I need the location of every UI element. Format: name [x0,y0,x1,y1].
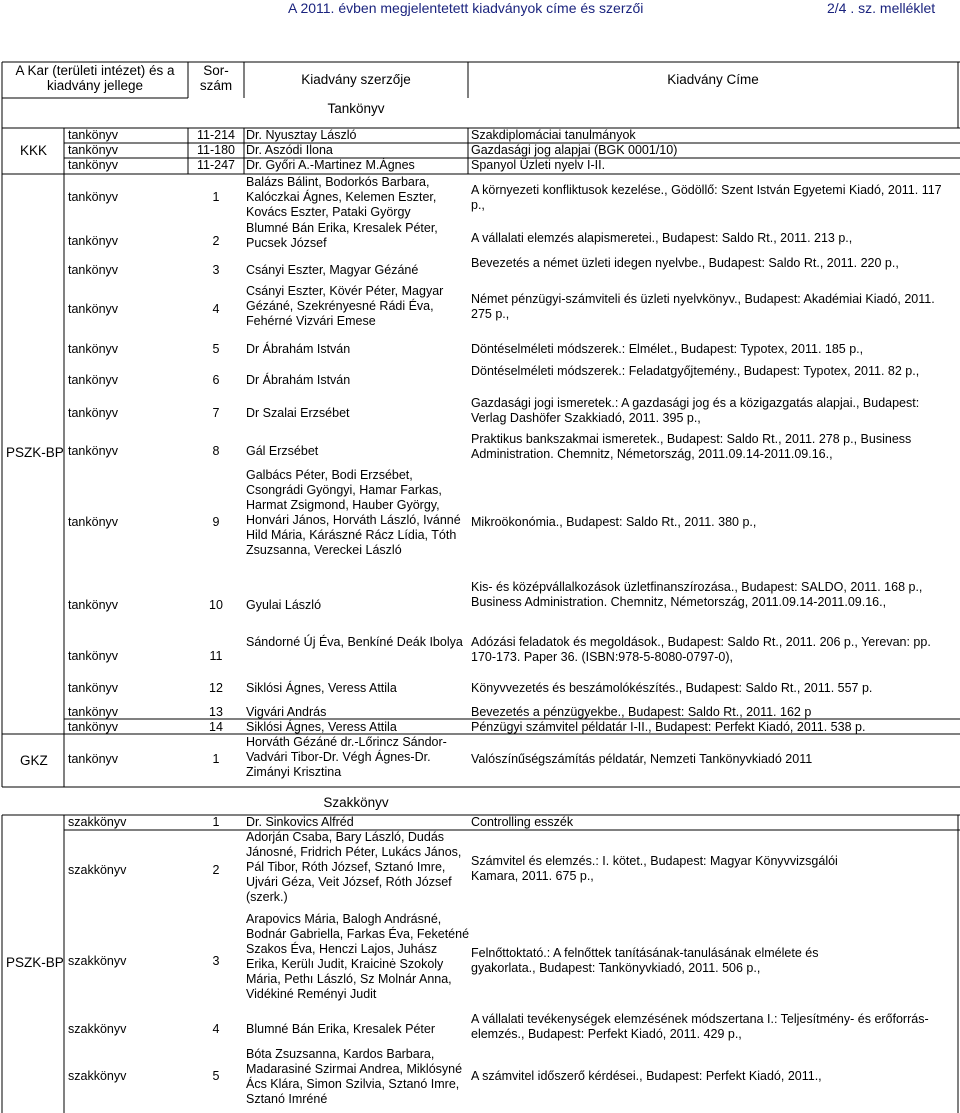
row-author: Balázs Bálint, Bodorkós Barbara, Kalóczkai Ágnes, Kelemen Eszter, Kovács Eszter, Pataki György [246,175,437,219]
row-number: 2 [212,234,220,248]
row-author: Sándorné Új Éva, Benkíné Deák Ibolya [246,635,463,649]
row-title: Felnőttoktató.: A felnőttek tanításának-tanulásának elmélete és gyakorlata., Budapest: Tankönyvkiadó, 2011. 506 p., [471,946,819,975]
row-type: tankönyv [68,234,119,248]
row-number: 5 [212,342,220,356]
row-type: tankönyv [68,373,119,387]
row-title: Számvitel és elemzés.: I. kötet., Budapest: Magyar Könyvvizsgálói Kamara, 2011. 675 p., [471,854,838,883]
row-number: 4 [212,1022,220,1036]
row-type: szakkönyv [68,1022,127,1036]
row-type: tankönyv [68,705,119,719]
row-number: 3 [212,954,220,968]
row-title: Praktikus bankszakmai ismeretek., Budapest: Saldo Rt., 2011. 278 p., Business Administration. Chemnitz, Németország, 2011.09.14-2011.09.16., [471,432,912,461]
row-number: 5 [212,1069,220,1083]
row-title: Kis- és középvállalkozások üzletfinanszírozása., Budapest: SALDO, 2011. 168 p., Business Administration. Chemnitz, Németország, 2011.09.14-2011.09.16., [471,580,923,609]
row-title: Controlling esszék [471,815,574,829]
row-author: Dr. Sinkovics Alfréd [246,815,354,829]
row-type: szakkönyv [68,954,127,968]
row-type: tankönyv [68,406,119,420]
group-label-kkk: KKK [20,143,48,158]
row-title: Döntéselméleti módszerek.: Elmélet., Budapest: Typotex, 2011. 185 p., [471,342,864,356]
column-header-faculty: A Kar (területi intézet) és a kiadvány jellege [15,63,175,93]
row-type: tankönyv [68,158,119,172]
row-author: Dr Ábrahám István [246,373,351,387]
document-title: A 2011. évben megjelentetett kiadványok címe és szerzői [288,0,644,16]
row-title: A számvitel időszerő kérdései., Budapest: Perfekt Kiadó, 2011., [471,1069,822,1083]
row-author: Dr Ábrahám István [246,342,351,356]
row-title: Gazdasági jogi ismeretek.: A gazdasági jog és a közigazgatás alapjai., Budapest: Verlag Dashöfer Szakkiadó, 2011. 395 p., [471,396,920,425]
row-author: Dr. Győri A.-Martinez M.Ágnes [246,158,415,172]
group-label-gkz: GKZ [20,753,48,768]
row-type: tankönyv [68,681,119,695]
row-author: Blumné Bán Erika, Kresalek Péter [246,1022,435,1036]
row-author: Csányi Eszter, Kövér Péter, Magyar Gézáné, Szekrényesné Rádi Éva, Fehérné Vizvári Emese [246,284,444,328]
row-author: Csányi Eszter, Magyar Gézáné [246,263,419,277]
row-number: 10 [209,598,223,612]
group-label-pszk-bp: PSZK-BP [6,955,64,970]
row-author: Blumné Bán Erika, Kresalek Péter, Pucsek József [246,221,438,250]
column-header-author: Kiadvány szerzője [301,72,411,87]
row-type: tankönyv [68,515,119,529]
row-type: tankönyv [68,342,119,356]
row-number: 4 [212,302,220,316]
row-author: Bóta Zsuzsanna, Kardos Barbara, Madarasiné Szirmai Andrea, Miklósyné Ács Klára, Simon Szilvia, Sztanó Imre, Sztanó Imréné [246,1047,463,1106]
row-title: Adózási feladatok és megoldások., Budapest: Saldo Rt., 2011. 206 p., Yerevan: pp. 170-173. Paper 36. (ISBN:978-5-8080-0797-0), [471,635,931,664]
row-number: 11 [209,649,223,663]
section-label-tankonyv: Tankönyv [327,101,385,116]
row-number: 14 [209,720,223,734]
row-number: 1 [212,190,220,204]
row-title: A vállalati elemzés alapismeretei., Budapest: Saldo Rt., 2011. 213 p., [471,231,853,245]
row-author: Gál Erzsébet [246,444,319,458]
row-type: tankönyv [68,649,119,663]
attachment-label: 2/4 . sz. melléklet [827,0,936,16]
row-type: tankönyv [68,143,119,157]
row-number: 1 [212,815,220,829]
row-type: tankönyv [68,302,119,316]
row-type: tankönyv [68,263,119,277]
section-label-szakkonyv: Szakkönyv [323,795,389,810]
row-title: Német pénzügyi-számviteli és üzleti nyelvkönyv., Budapest: Akadémiai Kiadó, 2011. 275 p., [471,292,935,321]
row-title: Valószínűségszámítás példatár, Nemzeti Tankönyvkiadó 2011 [471,752,813,766]
group-label-pszk-bp: PSZK-BP [6,445,64,460]
row-title: Pénzügyi számvitel példatár I-II., Budapest: Perfekt Kiadó, 2011. 538 p. [471,720,866,734]
row-number: 13 [209,705,223,719]
row-type: tankönyv [68,720,119,734]
row-number: 2 [212,863,220,877]
row-number: 9 [212,515,220,529]
row-number: 3 [212,263,220,277]
row-author: Dr. Nyusztay László [246,128,357,142]
row-title: Bevezetés a pénzügyekbe., Budapest: Saldo Rt., 2011. 162 p [471,705,812,719]
row-type: tankönyv [68,444,119,458]
row-type: tankönyv [68,752,119,766]
row-number: 11-180 [197,143,235,157]
row-author: Horváth Gézáné dr.-Lőrincz Sándor-Vadvári Tibor-Dr. Végh Ágnes-Dr. Zimányi Krisztina [246,735,447,779]
row-title: Bevezetés a német üzleti idegen nyelvbe., Budapest: Saldo Rt., 2011. 220 p., [471,256,899,270]
row-author: Dr. Aszódi Ilona [246,143,333,157]
row-title: Mikroökonómia., Budapest: Saldo Rt., 2011. 380 p., [471,515,757,529]
row-type: szakkönyv [68,1069,127,1083]
row-number: 12 [209,681,223,695]
column-header-number: Sor-szám [199,63,233,93]
row-type: tankönyv [68,598,119,612]
row-author: Siklósi Ágnes, Veress Attila [246,681,397,695]
column-header-title: Kiadvány Címe [667,72,759,87]
row-type: tankönyv [68,128,119,142]
row-author: Adorján Csaba, Bary László, Dudás Jánosné, Fridrich Péter, Lukács János, Pál Tibor, Róth József, Sztanó Imre, Ujvári Géza, Veit József, Róth József (szerk.) [246,830,462,904]
row-title: A vállalati tevékenységek elemzésének módszertana I.: Teljesítmény- és erőforrás-elemzés., Budapest: Perfekt Kiadó, 2011. 429 p., [471,1012,929,1041]
row-number: 8 [212,444,220,458]
row-title: Spanyol Üzleti nyelv I-II. [471,158,606,172]
row-number: 11-247 [197,158,235,172]
row-author: Dr Szalai Erzsébet [246,406,350,420]
row-author: Siklósi Ágnes, Veress Attila [246,720,397,734]
row-type: szakkönyv [68,863,127,877]
row-number: 1 [212,752,220,766]
row-title: A környezeti konfliktusok kezelése., Gödöllő: Szent István Egyetemi Kiadó, 2011. 117 p., [471,183,942,212]
row-author: Gyulai László [246,598,322,612]
row-type: szakkönyv [68,815,127,829]
row-title: Döntéselméleti módszerek.: Feladatgyőjtemény., Budapest: Typotex, 2011. 82 p., [471,364,920,378]
row-author: Arapovics Mária, Balogh Andrásné, Bodnár Gabriella, Farkas Éva, Feketéné Szakos Éva, Henczi Lajos, Juhász Erika, Kerülı Judit, Kraicinė Szokoly Mária, Pethı László, Sz Molnár Anna, Vidékiné Reményi Judit [246,912,470,1001]
row-number: 6 [212,373,220,387]
row-title: Könyvvezetés és beszámolókészítés., Budapest: Saldo Rt., 2011. 557 p. [471,681,873,695]
row-title: Gazdasági jog alapjai (BGK 0001/10) [471,143,678,157]
row-author: Galbács Péter, Bodi Erzsébet, Csongrádi Gyöngyi, Hamar Farkas, Harmat Zsigmond, Hauber György, Honvári János, Horváth László, Ivánné Hild Mária, Kárászné Rácz Lídia, Tóth Zsuzsanna, Vereckei László [246,468,461,557]
row-type: tankönyv [68,190,119,204]
row-number: 11-214 [197,128,235,142]
row-author: Vigvári András [246,705,327,719]
row-title: Szakdiplomáciai tanulmányok [471,128,636,142]
row-number: 7 [212,406,220,420]
